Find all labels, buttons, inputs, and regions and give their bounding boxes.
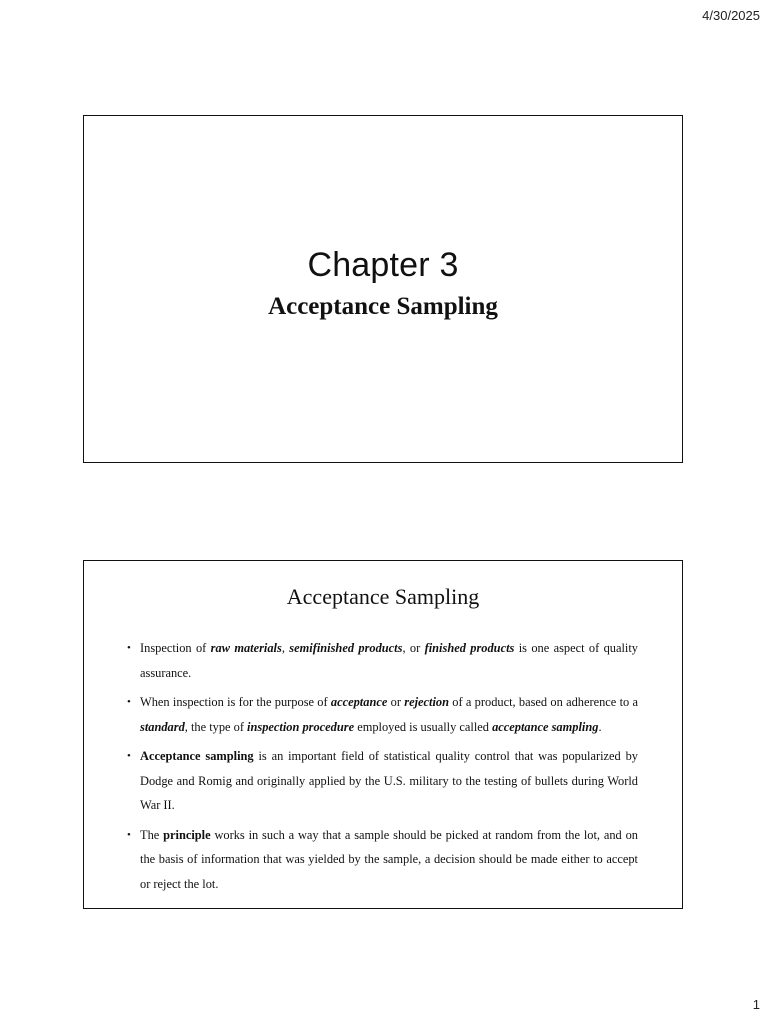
title-slide [83, 115, 683, 463]
content-slide [83, 560, 683, 909]
bullet-text: is an important field of statistical quality control that was popularized by Dodge and Romig and originally applied by the U.S. military to the testing of bullets during World War II. [140, 749, 638, 812]
bullet-item [124, 690, 638, 739]
emphasis-text: inspection procedure [247, 719, 355, 734]
emphasis-text: semifinished products [289, 641, 403, 655]
chapter-subtitle: Acceptance Sampling [268, 293, 498, 320]
bullet-text: is one aspect of quality assurance. [140, 641, 639, 680]
bullet-text: When inspection is for the purpose of [140, 695, 331, 709]
emphasis-text: acceptance sampling [492, 719, 599, 734]
bullet-text: . [598, 719, 602, 734]
emphasis-text: acceptance [330, 695, 388, 709]
slide-heading: Acceptance Sampling [286, 584, 480, 609]
emphasis-text: principle [163, 827, 211, 842]
bullet-icon: • [127, 696, 131, 708]
page-number: 1 [752, 997, 760, 1012]
bullet-text: , [281, 641, 290, 655]
emphasis-text: rejection [404, 695, 449, 709]
emphasis-text: Acceptance sampling [140, 749, 254, 763]
emphasis-text: finished products [424, 641, 515, 655]
bullet-text: , or [402, 641, 425, 655]
bullet-text: of a product, based on adherence to a [449, 695, 638, 709]
emphasis-text: standard [140, 719, 185, 734]
bullet-text: The [140, 827, 164, 842]
title-block [84, 246, 682, 321]
bullet-icon: • [127, 828, 131, 841]
bullet-item [124, 744, 638, 818]
bullet-item [124, 823, 638, 897]
bullet-text: employed is usually called [354, 719, 493, 734]
page-date: 4/30/2025 [702, 8, 760, 23]
bullet-text: , the type of [184, 719, 248, 734]
bullet-text: works in such a way that a sample should be picked at random from the lot, and on the basis of information that was yielded by the sample, a decision should be made either to accept or reject the lot. [140, 827, 638, 891]
bullet-icon: • [127, 642, 131, 654]
emphasis-text: raw materials [210, 641, 282, 655]
bullet-list [124, 636, 638, 901]
chapter-title: Chapter 3 [307, 246, 459, 284]
bullet-text: or [387, 695, 405, 709]
bullet-item [124, 636, 638, 685]
bullet-text: Inspection of [140, 641, 211, 655]
bullet-icon: • [127, 750, 131, 762]
